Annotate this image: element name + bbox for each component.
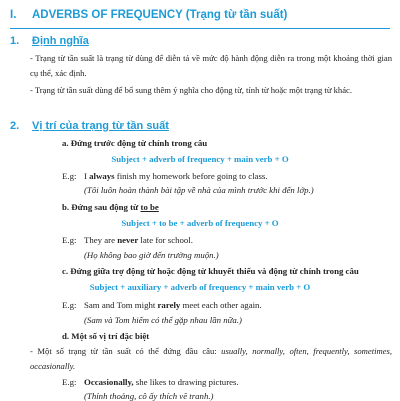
example-label: E.g:: [62, 171, 77, 181]
part-a-example: [62, 171, 392, 181]
example-text: she likes to drawing pictures.: [133, 377, 239, 387]
example-text: finish my homework before going to class.: [114, 171, 268, 181]
example-text: late for school.: [138, 235, 193, 245]
subsection-2-number: 2.: [10, 120, 20, 132]
part-a-translation: (Tôi luôn hoàn thành bài tập về nhà của mình trước khi đến lớp.): [84, 185, 314, 195]
part-b-example: [62, 235, 392, 245]
subsection-1-number: 1.: [10, 35, 20, 47]
example-label: E.g:: [62, 300, 77, 310]
example-keyword: always: [89, 171, 115, 181]
part-d-paragraph-text: - Một số trạng từ tần suất có thể đứng đầu câu:: [30, 346, 222, 356]
subsection-1-heading: [10, 35, 89, 47]
example-label: E.g:: [62, 235, 77, 245]
definition-paragraph-1: - Trạng từ tần suất là trạng từ dùng để diễn tả về mức độ hành động diễn ra trong một khoảng thời gian cụ thể, xác định.: [30, 53, 392, 78]
section-rule: [10, 28, 390, 29]
part-b-title-text: b. Đứng sau động từ: [62, 202, 141, 212]
example-text: I: [84, 171, 90, 181]
part-c-formula: Subject + auxiliary + adverb of frequency + main verb + O: [89, 282, 311, 292]
part-d-translation: (Thỉnh thoảng, cô ấy thích vẽ tranh.): [84, 391, 214, 401]
part-a-formula: Subject + adverb of frequency + main verb + O: [111, 154, 289, 164]
part-b-title-underlined: to be: [140, 202, 159, 212]
part-c-example: [62, 300, 392, 310]
part-d-paragraph: [30, 344, 392, 374]
section-number: I.: [10, 9, 17, 21]
example-keyword: rarely: [157, 300, 181, 310]
part-b-formula: Subject + to be + adverb of frequency + O: [121, 218, 279, 228]
subsection-1-title: Định nghĩa: [32, 35, 89, 47]
definition-paragraph-2: - Trạng từ tần suất dùng để bổ sung thêm ý nghĩa cho động từ, tính từ hoặc một trạng từ khác.: [30, 85, 352, 95]
subsection-2-heading: [10, 120, 169, 132]
part-b-translation: (Họ không bao giờ đến trường muộn.): [84, 250, 219, 260]
example-text: meet each other again.: [180, 300, 262, 310]
part-d-adverb-list: usually, normally, often, frequently, sometimes, occasionally.: [30, 346, 392, 371]
section-title: ADVERBS OF FREQUENCY (Trạng từ tần suất): [32, 9, 288, 21]
example-keyword: never: [117, 235, 139, 245]
example-text: Sam and Tom might: [84, 300, 158, 310]
example-keyword: Occasionally,: [84, 377, 134, 387]
part-c-title: c. Đứng giữa trợ động từ hoặc động từ khuyết thiếu và động từ chính trong câu: [62, 266, 359, 276]
part-c-translation: (Sam và Tom hiếm có thể gặp nhau lần nữa.): [84, 315, 242, 325]
part-b-title: [62, 202, 159, 212]
part-a-title: a. Đứng trước động từ chính trong câu: [62, 138, 208, 148]
example-label: E.g:: [62, 377, 77, 387]
example-text: They are: [84, 235, 118, 245]
part-d-title: d. Một số vị trí đặc biệt: [62, 331, 150, 341]
section-heading: [10, 9, 390, 27]
subsection-2-title: Vị trí của trạng từ tần suất: [32, 120, 169, 132]
part-d-example: [62, 377, 392, 387]
